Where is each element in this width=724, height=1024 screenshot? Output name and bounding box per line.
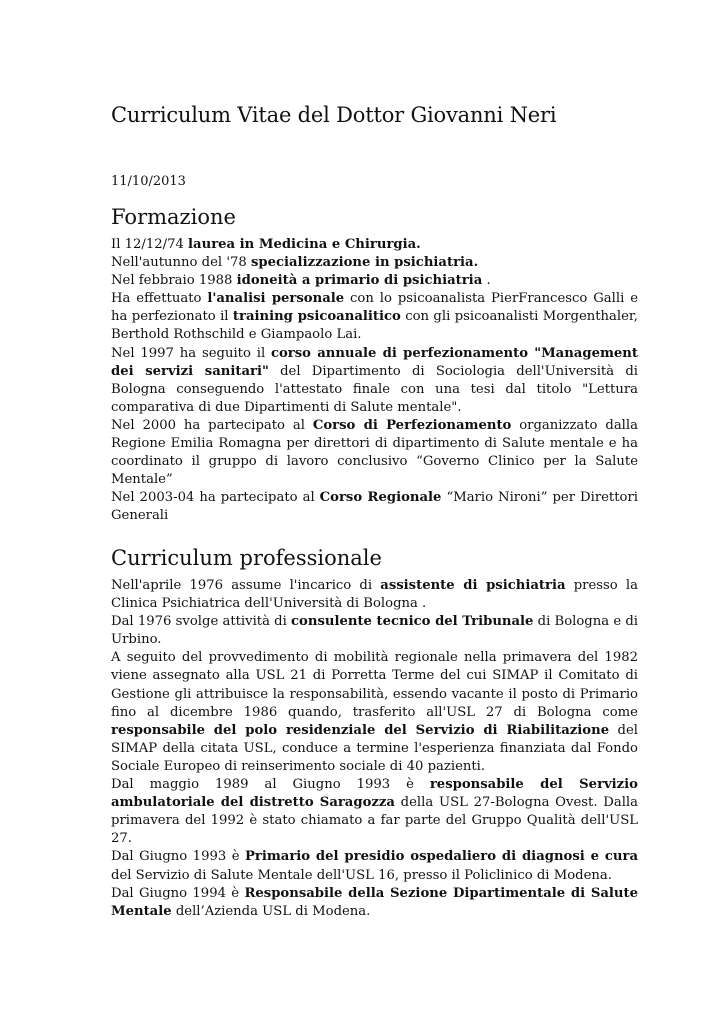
bold-text-run: corso annuale di perfezionamento "Management dei servizi sanitari" — [111, 345, 638, 379]
bold-text-run: laurea in Medicina e Chirurgia. — [188, 237, 421, 252]
bold-text-run: training psicoanalitico — [232, 309, 401, 325]
paragraph — [111, 417, 638, 489]
paragraph — [111, 776, 638, 848]
paragraph — [111, 649, 638, 776]
text-run: Il 12/12/74 — [111, 237, 189, 252]
text-run: Nell'autunno del '78 — [111, 255, 251, 271]
bold-text-run: responsabile del polo residenziale del Servizio di Riabilitazione — [111, 722, 610, 738]
bold-text-run: Primario del presidio ospedaliero di diagnosi e cura — [244, 849, 638, 865]
bold-text-run: idoneità a primario di psichiatria — [236, 273, 483, 289]
bold-text-run: responsabile del Servizio ambulatoriale del distretto Saragozza — [111, 777, 638, 811]
paragraph — [111, 613, 638, 649]
paragraph — [111, 290, 638, 344]
text-run: organizzato dalla Regione Emilia Romagna per direttori di dipartimento di Salute mentale e ha coordinato il gruppo di lavoro conclusivo “Governo Clinico per la Salute Mentale” — [111, 417, 638, 488]
text-run: Dal maggio 1989 al Giugno 1993 è — [111, 777, 430, 793]
section-body-curriculum-professionale — [111, 577, 638, 921]
text-run: Nell'aprile 1976 assume l'incarico di — [111, 578, 381, 593]
paragraph — [111, 489, 638, 525]
paragraph — [111, 345, 638, 417]
section-heading-curriculum-professionale: Curriculum professionale — [111, 546, 382, 570]
text-run: presso la Clinica Psichiatrica dell'Università di Bologna . — [111, 578, 638, 612]
bold-text-run: assistente di psichiatria — [380, 578, 566, 593]
text-run: Nel 1997 ha seguito il — [111, 345, 271, 361]
paragraph — [111, 236, 638, 254]
section-heading-formazione: Formazione — [111, 205, 236, 229]
text-run: con lo psicoanalista PierFrancesco Galli e ha perfezionato il — [111, 291, 638, 325]
bold-text-run: l'analisi personale — [207, 291, 345, 307]
paragraph — [111, 254, 638, 272]
bold-text-run: Corso di Perfezionamento — [312, 417, 512, 433]
text-run: del Dipartimento di Sociologia dell'Università di Bologna conseguendo l'attestato finale con una tesi dal titolo "Lettura comparativa di due Dipartimenti di Salute mentale". — [111, 363, 638, 415]
text-run: . — [482, 273, 491, 289]
paragraph — [111, 848, 638, 884]
text-run: Dal 1976 svolge attività di — [111, 614, 292, 630]
paragraph — [111, 577, 638, 613]
bold-text-run: Responsabile della Sezione Dipartimentale di Salute Mentale — [111, 885, 638, 919]
text-run: con gli psicoanalisti Morgenthaler, Berthold Rothschild e Giampaolo Lai. — [111, 309, 638, 343]
text-run: dell’Azienda USL di Modena. — [171, 903, 371, 919]
document-title: Curriculum Vitae del Dottor Giovanni Neri — [111, 103, 557, 127]
text-run: del Servizio di Salute Mentale dell'USL 16, presso il Policlinico di Modena. — [111, 867, 612, 883]
text-run: Dal Giugno 1994 è — [111, 885, 245, 901]
section-body-formazione — [111, 236, 638, 526]
text-run: Nel febbraio 1988 — [111, 273, 237, 289]
text-run: della USL 27-Bologna Ovest. Dalla primavera del 1992 è stato chiamato a far parte del Gruppo Qualità dell'USL 27. — [111, 795, 638, 847]
text-run: Nel 2000 ha partecipato al — [111, 417, 313, 433]
bold-text-run: specializzazione in psichiatria. — [250, 255, 479, 271]
text-run: “Mario Nironi” per Direttori Generali — [111, 490, 638, 524]
document-date: 11/10/2013 — [111, 174, 186, 189]
text-run: di Bologna e di Urbino. — [111, 614, 638, 648]
text-run: Ha effettuato — [111, 291, 208, 307]
text-run: del SIMAP della citata USL, conduce a termine l'esperienza finanziata dal Fondo Sociale Europeo di reinserimento sociale di 40 pazienti. — [111, 722, 639, 774]
text-run: Dal Giugno 1993 è — [111, 849, 245, 865]
bold-text-run: Corso Regionale — [319, 490, 442, 506]
paragraph — [111, 272, 638, 290]
text-run: A seguito del provvedimento di mobilità regionale nella primavera del 1982 viene assegnato alla USL 21 di Porretta Terme del cui SIMAP il Comitato di Gestione gli attribuisce la responsabilità, essendo vacante il posto di Primario fino al dicembre 1986 quando, trasferito all'USL 27 di Bologna come — [111, 650, 638, 720]
bold-text-run: consulente tecnico del Tribunale — [291, 614, 534, 630]
paragraph — [111, 885, 638, 921]
text-run: Nel 2003-04 ha partecipato al — [111, 490, 320, 506]
